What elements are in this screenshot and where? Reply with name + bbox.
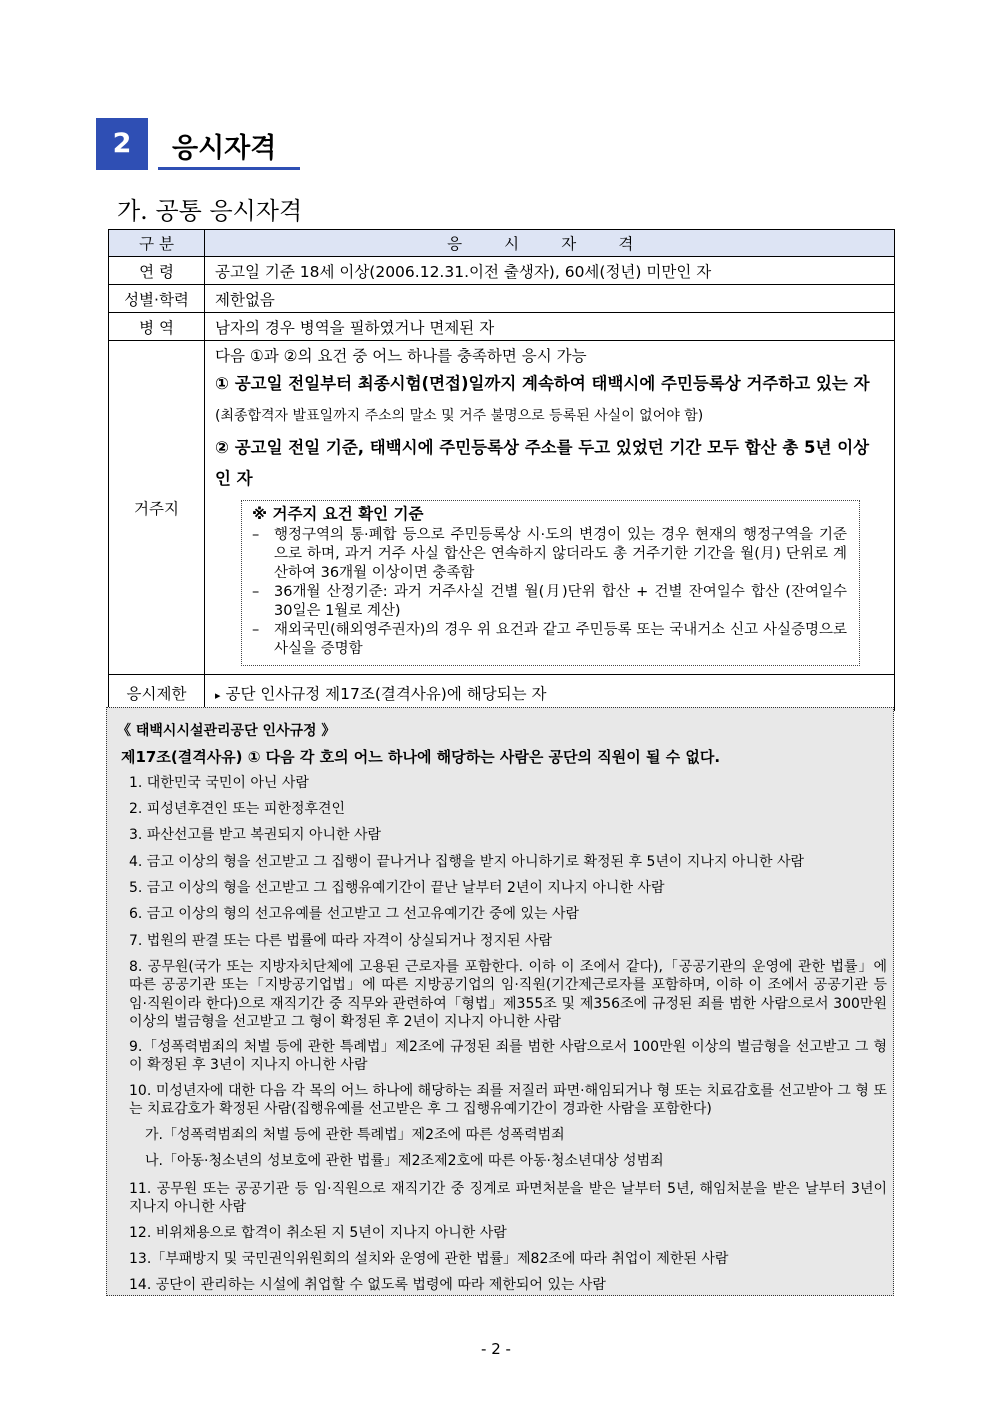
list-item: 13.「부패방지 및 국민권익위원회의 설치와 운영에 관한 법률」제82조에 따라 취업이 제한된 사람 — [129, 1251, 729, 1267]
table-row — [109, 285, 895, 313]
row-label: 거주지 — [109, 341, 205, 675]
page-number: - 2 - — [481, 1340, 511, 1358]
residence-intro: 다음 ①과 ②의 요건 중 어느 하나를 충족하면 응시 가능 — [215, 347, 587, 365]
section-number: 2 — [96, 118, 148, 170]
header-qualification: 응 시 자 격 — [205, 230, 895, 257]
table-row — [109, 313, 895, 341]
regulation-box — [106, 707, 894, 1296]
row-label: 병 역 — [109, 313, 205, 341]
triangle-bullet-icon: ▸ — [215, 688, 221, 702]
note-title: ※ 거주지 요건 확인 기준 — [252, 505, 424, 523]
residence-content — [205, 341, 895, 675]
row-label: 성별·학력 — [109, 285, 205, 313]
list-item: 14. 공단이 관리하는 시설에 취업할 수 없도록 법령에 따라 제한되어 있는 사람 — [129, 1277, 606, 1293]
list-item: 1. 대한민국 국민이 아닌 사람 — [129, 775, 309, 791]
list-item: 5. 금고 이상의 형을 선고받고 그 집행유예기간이 끝난 날부터 2년이 지나지 아니한 사람 — [129, 880, 665, 896]
note-item: – 36개월 산정기준: 과거 거주사실 건별 월(月)단위 합산 + 건별 잔여일수 합산 (잔여일수 30일은 1월로 계산) — [252, 584, 847, 619]
section-title: 응시자격 — [172, 133, 277, 164]
note-item: – 재외국민(해외영주권자)의 경우 위 요건과 같고 주민등록 또는 국내거소 신고 사실증명으로 사실을 증명함 — [252, 622, 847, 657]
section-underline — [158, 167, 300, 170]
list-item: 12. 비위채용으로 합격이 취소된 지 5년이 지나지 아니한 사람 — [129, 1225, 507, 1241]
residence-condition-1: ① 공고일 전일부터 최종시험(면접)일까지 계속하여 태백시에 주민등록상 거주하고 있는 자(최종합격자 발표일까지 주소의 말소 및 거주 불명으로 등록된 사실이 없어야 함) — [215, 374, 870, 424]
regulation-title: 《 태백시시설관리공단 인사규정 》 — [117, 723, 336, 739]
row-label: 응시제한 — [109, 675, 205, 711]
list-subitem: 가.「성폭력범죄의 처벌 등에 관한 특례법」제2조에 따른 성폭력범죄 — [145, 1127, 565, 1143]
residence-note-box — [241, 500, 860, 666]
header-category: 구 분 — [109, 230, 205, 257]
list-item: 7. 법원의 판결 또는 다른 법률에 따라 자격이 상실되거나 정지된 사람 — [129, 933, 553, 949]
regulation-article: 제17조(결격사유) ① 다음 각 호의 어느 하나에 해당하는 사람은 공단의 직원이 될 수 없다. — [121, 748, 721, 766]
table-row — [109, 257, 895, 285]
row-value: 제한없음 — [205, 285, 895, 313]
residence-condition-2: ② 공고일 전일 기준, 태백시에 주민등록상 주소를 두고 있었던 기간 모두 합산 총 5년 이상인 자 — [215, 438, 870, 488]
table-header-row — [109, 230, 895, 257]
list-item: 3. 파산선고를 받고 복권되지 아니한 사람 — [129, 827, 381, 843]
row-value: ▸ 공단 인사규정 제17조(결격사유)에 해당되는 자 — [205, 675, 895, 711]
note-item: – 행정구역의 통·폐합 등으로 주민등록상 시·도의 변경이 있는 경우 현재의 행정구역을 기준으로 하며, 과거 거주 사실 합산은 연속하지 않더라도 총 거주기한 기간을 월(月) 단위로 계산하여 36개월 이상이면 충족함 — [252, 527, 847, 581]
residence-row — [109, 341, 895, 675]
row-value: 남자의 경우 병역을 필하였거나 면제된 자 — [205, 313, 895, 341]
row-label: 연 령 — [109, 257, 205, 285]
qualification-table — [108, 229, 895, 711]
list-item: 6. 금고 이상의 형의 선고유예를 선고받고 그 선고유예기간 중에 있는 사람 — [129, 906, 580, 922]
list-item: 11. 공무원 또는 공공기관 등 임·직원으로 재직기간 중 징계로 파면처분을 받은 날부터 5년, 해임처분을 받은 날부터 3년이 지나지 아니한 사람 — [129, 1181, 887, 1216]
subsection-title: 가. 공통 응시자격 — [117, 197, 303, 225]
row-value: 공고일 기준 18세 이상(2006.12.31.이전 출생자), 60세(정년) 미만인 자 — [205, 257, 895, 285]
list-item: 8. 공무원(국가 또는 지방자치단체에 고용된 근로자를 포함한다. 이하 이 조에서 같다),「공공기관의 운영에 관한 법률」에 따른 공공기관 또는「지방공기업법」에 따른 지방공기업의 임·직원(기간제근로자를 포함하며, 이하 이 조에서 공공기관 등 임·직원이라 한다)으로 재직기간 중 직무와 관련하여「형법」제355조 및 제356조에 규정된 죄를 범한 사람으로서 300만원 이상의 벌금형을 선고받고 그 형이 확정된 후 2년이 지나지 아니한 사람 — [129, 959, 887, 1030]
restriction-row — [109, 675, 895, 711]
list-item: 9.「성폭력범죄의 처벌 등에 관한 특례법」제2조에 규정된 죄를 범한 사람으로서 100만원 이상의 벌금형을 선고받고 그 형이 확정된 후 3년이 지나지 아니한 사람 — [129, 1039, 887, 1074]
list-item: 4. 금고 이상의 형을 선고받고 그 집행이 끝나거나 집행을 받지 아니하기로 확정된 후 5년이 지나지 아니한 사람 — [129, 854, 804, 870]
list-item: 10. 미성년자에 대한 다음 각 목의 어느 하나에 해당하는 죄를 저질러 파면·해임되거나 형 또는 치료감호를 선고받아 그 형 또는 치료감호가 확정된 사람(집행유예를 선고받은 후 그 집행유예기간이 경과한 사람을 포함한다) — [129, 1083, 887, 1118]
list-item: 2. 피성년후견인 또는 피한정후견인 — [129, 801, 346, 817]
list-subitem: 나.「아동·청소년의 성보호에 관한 법률」제2조제2호에 따른 아동·청소년대상 성범죄 — [145, 1153, 664, 1169]
